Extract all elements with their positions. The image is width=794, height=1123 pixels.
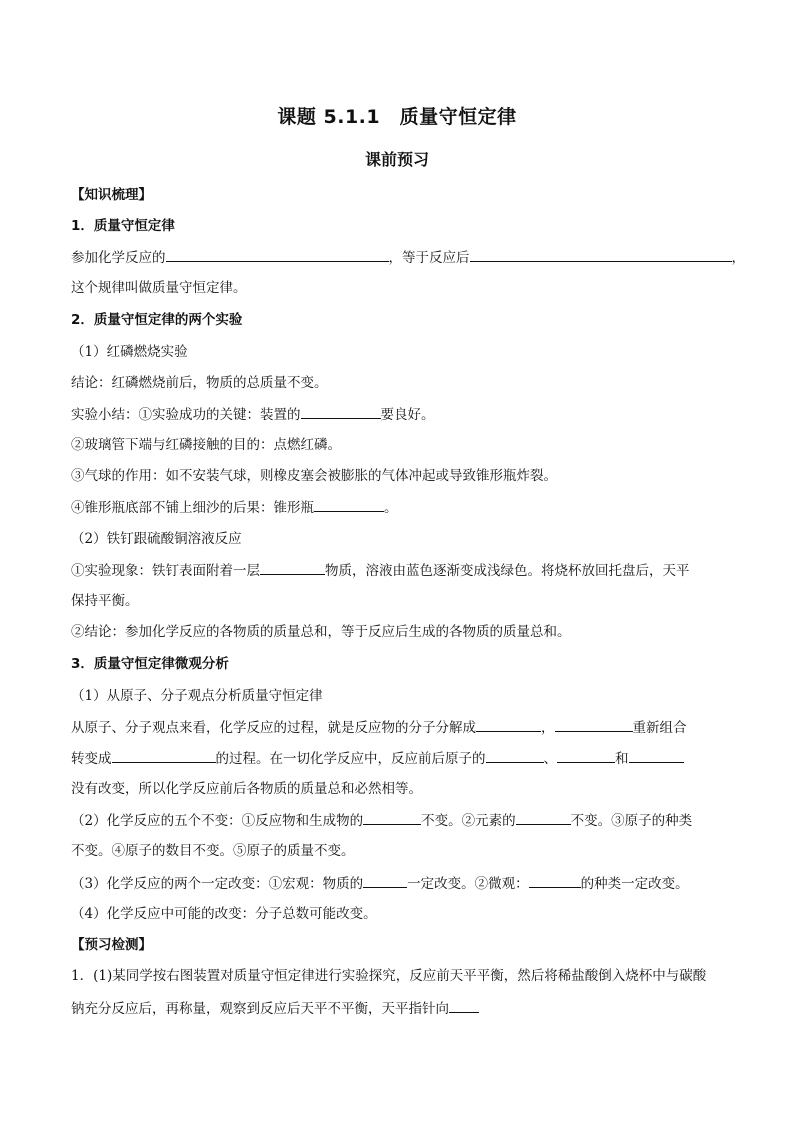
- question-1: 1．(1)某同学按右图装置对质量守恒定律进行实验探究，反应前天平平衡，然后将稀盐酸倒入烧杯中与碳酸: [71, 968, 707, 984]
- fill-blank[interactable]: [476, 717, 541, 732]
- fill-blank[interactable]: [112, 748, 216, 763]
- fill-blank[interactable]: [516, 810, 571, 825]
- text-conclusion: 结论：红磷燃烧前后，物质的总质量不变。: [71, 375, 328, 391]
- text-five-invariants: （2）化学反应的五个不变：①反应物和生成物的 不变。②元素的 不变。③原子的种类: [71, 810, 726, 831]
- fill-blank[interactable]: [555, 717, 633, 732]
- text-micro-3: 没有改变，所以化学反应前后各物质的质量总和必然相等。: [71, 781, 422, 797]
- page-title: 课题 5.1.1 质量守恒定律: [277, 106, 517, 128]
- text-five-invariants-cont: 不变。④原子的数目不变。⑤原子的质量不变。: [71, 843, 355, 859]
- text-possible-change: （4）化学反应中可能的改变：分子总数可能改变。: [71, 906, 377, 922]
- paragraph-law-definition-cont: 这个规律叫做质量守恒定律。: [71, 280, 247, 296]
- section-knowledge-heading: 【知识梳理】: [71, 187, 152, 203]
- fill-blank[interactable]: [557, 748, 615, 763]
- text-balloon: ③气球的作用：如不安装气球，则橡皮塞会被膨胀的气体冲起或导致锥形瓶炸裂。: [71, 468, 557, 484]
- fill-blank[interactable]: [314, 497, 384, 512]
- text-sand: ④锥形瓶底部不铺上细沙的后果：锥形瓶 。: [71, 497, 726, 518]
- section-check-heading: 【预习检测】: [71, 937, 152, 953]
- text-phenomenon-cont: 保持平衡。: [71, 593, 139, 609]
- text-glass-tube: ②玻璃管下端与红磷接触的目的：点燃红磷。: [71, 437, 341, 453]
- question-1-cont: 钠充分反应后，再称量，观察到反应后天平不平衡，天平指针向: [71, 998, 726, 1019]
- subheading-red-phosphorus: （1）红磷燃烧实验: [71, 344, 188, 360]
- heading-micro-analysis: 3．质量守恒定律微观分析: [71, 656, 229, 672]
- fill-blank[interactable]: [470, 247, 732, 262]
- text-iron-conclusion: ②结论：参加化学反应的各物质的质量总和，等于反应后生成的各物质的质量总和。: [71, 624, 571, 640]
- heading-conservation-law: 1．质量守恒定律: [71, 218, 175, 234]
- subheading-atom-molecule: （1）从原子、分子观点分析质量守恒定律: [71, 688, 323, 704]
- page-subtitle: 课前预习: [364, 150, 429, 169]
- fill-blank[interactable]: [529, 873, 581, 888]
- fill-blank[interactable]: [449, 998, 479, 1013]
- text-phenomenon: ①实验现象：铁钉表面附着一层 物质，溶液由蓝色逐渐变成浅绿色。将烧杯放回托盘后，天平: [71, 560, 726, 581]
- text-two-changes: （3）化学反应的两个一定改变：①宏观：物质的 一定改变。②微观： 的种类一定改变。: [71, 873, 726, 894]
- fill-blank[interactable]: [363, 810, 421, 825]
- fill-blank[interactable]: [260, 560, 325, 575]
- fill-blank[interactable]: [363, 873, 407, 888]
- heading-two-experiments: 2．质量守恒定律的两个实验: [71, 312, 243, 328]
- paragraph-law-definition: 参加化学反应的 ，等于反应后 ，: [71, 247, 726, 268]
- fill-blank[interactable]: [301, 404, 381, 419]
- subheading-iron-nail: （2）铁钉跟硫酸铜溶液反应: [71, 531, 242, 547]
- fill-blank[interactable]: [486, 748, 544, 763]
- text-micro-2: 转变成 的过程。在一切化学反应中，反应前后原子的 、 和: [71, 748, 726, 769]
- fill-blank[interactable]: [629, 748, 684, 763]
- fill-blank[interactable]: [166, 247, 389, 262]
- text-micro-1: 从原子、分子观点来看，化学反应的过程，就是反应物的分子分解成 ， 重新组合: [71, 717, 726, 738]
- text-summary-key: 实验小结：①实验成功的关键：装置的 要良好。: [71, 404, 726, 425]
